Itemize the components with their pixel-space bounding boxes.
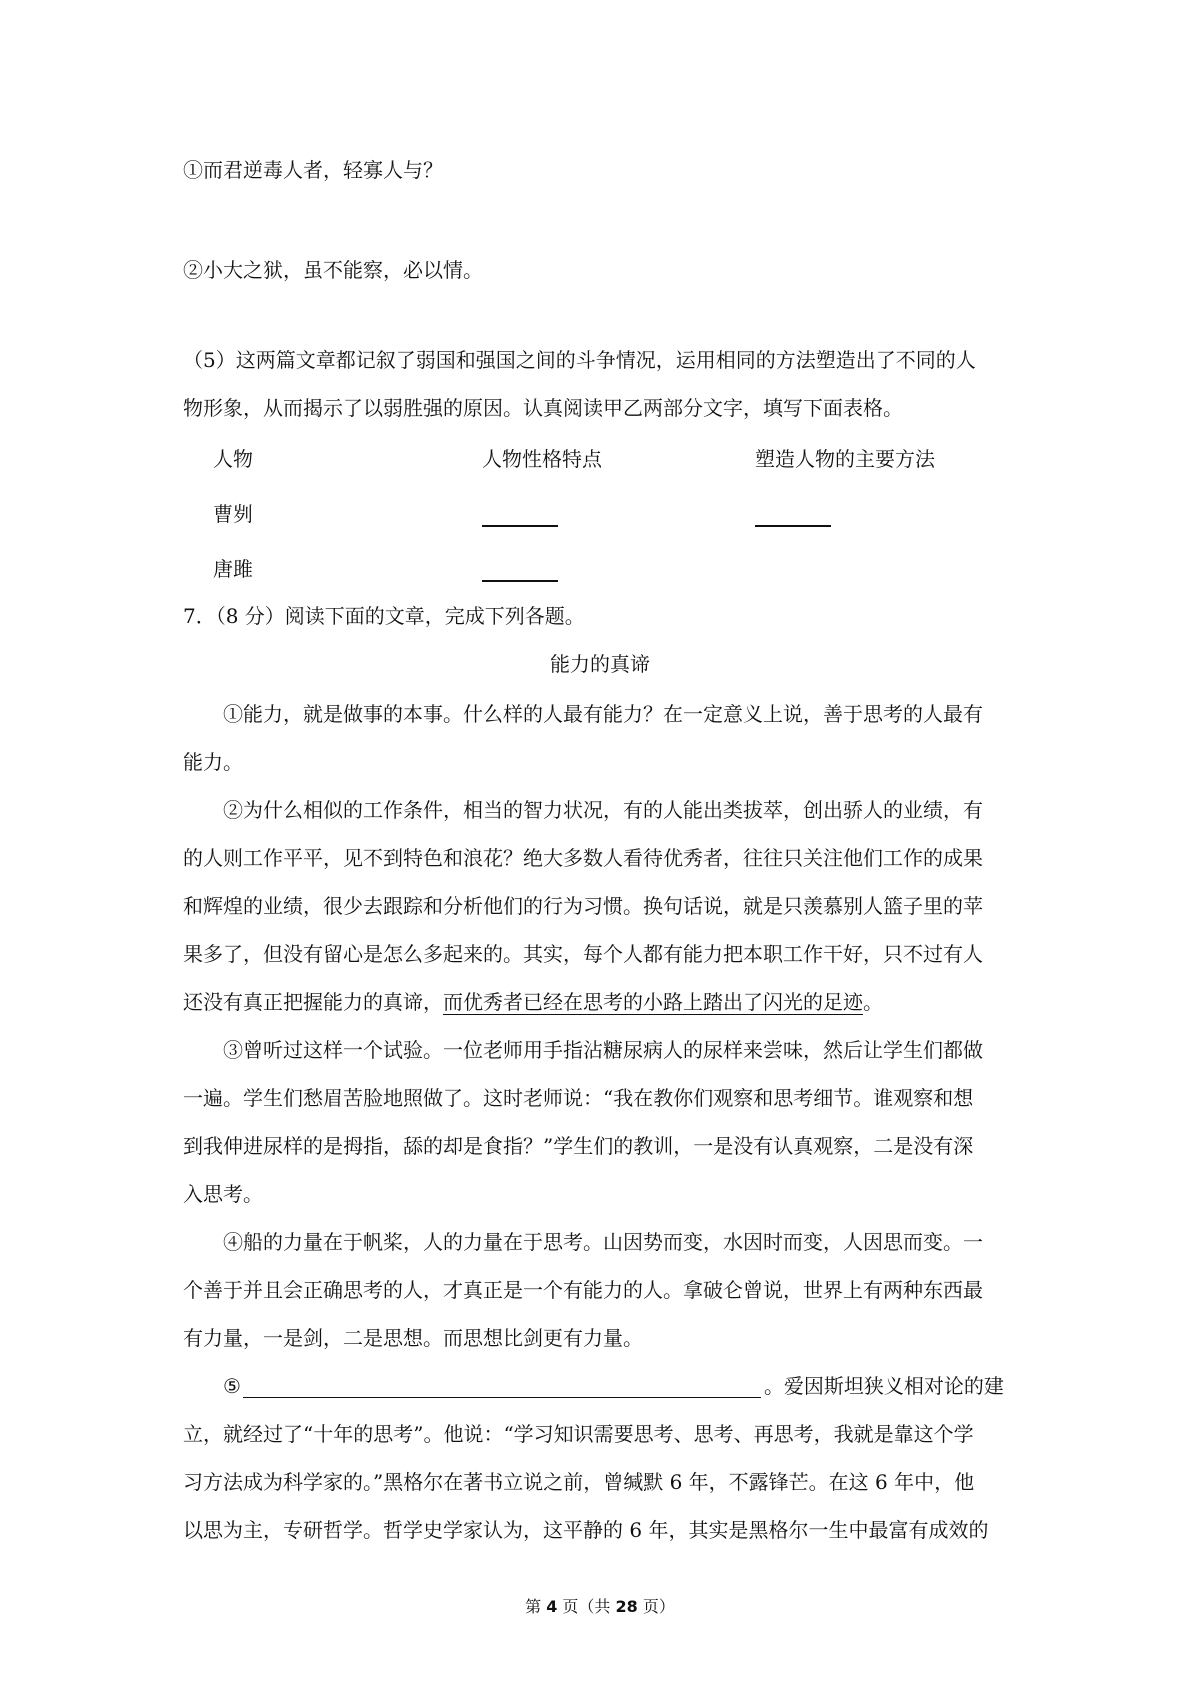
paragraph-line: 立，就经过了“十年的思考”。他说：“学习知识需要思考、思考、再思考，我就是靠这个学 [183, 1422, 974, 1446]
fill-in-blank[interactable] [243, 1377, 761, 1398]
article-title: 能力的真谛 [550, 652, 650, 676]
paragraph-line: 能力。 [183, 750, 243, 774]
table-header-methods: 塑造人物的主要方法 [755, 447, 935, 471]
paragraph-line: ①能力，就是做事的本事。什么样的人最有能力？在一定意义上说，善于思考的人最有 [223, 702, 983, 726]
footer-text: 页） [637, 1597, 675, 1616]
paragraph-line [183, 988, 883, 1016]
paragraph-line: 和辉煌的业绩，很少去跟踪和分析他们的行为习惯。换句话说，就是只羡慕别人篮子里的苹 [183, 894, 983, 918]
paragraph-line: ③曾听过这样一个试验。一位老师用手指沾糖尿病人的尿样来尝味，然后让学生们都做 [223, 1038, 983, 1062]
table-header-person: 人物 [213, 447, 253, 471]
paragraph-line: 一遍。学生们愁眉苦脸地照做了。这时老师说：“我在教你们观察和思考细节。谁观察和想 [183, 1086, 974, 1110]
paragraph-text: 。 [863, 990, 883, 1014]
page-footer [0, 1596, 1200, 1618]
table-header-traits: 人物性格特点 [482, 447, 602, 471]
paragraph-line: 以思为主，专研哲学。哲学史学家认为，这平静的 6 年，其实是黑格尔一生中最富有成效的 [183, 1518, 989, 1542]
underlined-sentence: 而优秀者已经在思考的小路上踏出了闪光的足迹 [443, 990, 863, 1014]
paragraph-line: ④船的力量在于帆桨，人的力量在于思考。山因势而变，水因时而变，人因思而变。一 [223, 1230, 983, 1254]
answer-blank[interactable] [482, 555, 558, 583]
paragraph-line [223, 1372, 1004, 1400]
q7-heading: 7．（8 分）阅读下面的文章，完成下列各题。 [183, 604, 585, 628]
paragraph-line: 个善于并且会正确思考的人，才真正是一个有能力的人。拿破仑曾说，世界上有两种东西最 [183, 1278, 983, 1302]
paragraph-line: 习方法成为科学家的。”黑格尔在著书立说之前，曾缄默 6 年，不露锋芒。在这 6 年中，他 [183, 1470, 975, 1494]
table-row-person: 曹刿 [213, 502, 253, 526]
answer-blank[interactable] [755, 500, 831, 528]
paragraph-number: ⑤ [223, 1374, 241, 1398]
q5-line-1: （5）这两篇文章都记叙了弱国和强国之间的斗争情况，运用相同的方法塑造出了不同的人 [183, 348, 976, 372]
paragraph-line: 到我伸进尿样的是拇指，舔的却是食指？”学生们的教训，一是没有认真观察，二是没有深 [183, 1134, 974, 1158]
table-row-person: 唐雎 [213, 557, 253, 581]
footer-text: 第 [525, 1597, 547, 1616]
paragraph-line: 的人则工作平平，见不到特色和浪花？绝大多数人看待优秀者，往往只关注他们工作的成果 [183, 846, 983, 870]
paragraph-line: ②为什么相似的工作条件，相当的智力状况，有的人能出类拔萃，创出骄人的业绩，有 [223, 798, 983, 822]
q5-line-2: 物形象，从而揭示了以弱胜强的原因。认真阅读甲乙两部分文字，填写下面表格。 [183, 396, 903, 420]
paragraph-text: 还没有真正把握能力的真谛， [183, 990, 443, 1014]
sentence-2: ②小大之狱，虽不能察，必以情。 [183, 258, 483, 282]
paragraph-line: 入思考。 [183, 1182, 263, 1206]
paragraph-text: 。爱因斯坦狭义相对论的建 [763, 1374, 1004, 1398]
footer-text: 页（共 [557, 1597, 616, 1616]
page-total: 28 [615, 1597, 638, 1616]
paragraph-line: 果多了，但没有留心是怎么多起来的。其实，每个人都有能力把本职工作干好，只不过有人 [183, 942, 983, 966]
page-number: 4 [546, 1597, 558, 1616]
paragraph-line: 有力量，一是剑，二是思想。而思想比剑更有力量。 [183, 1326, 643, 1350]
sentence-1: ①而君逆毒人者，轻寡人与？ [183, 158, 443, 182]
answer-blank[interactable] [482, 500, 558, 528]
